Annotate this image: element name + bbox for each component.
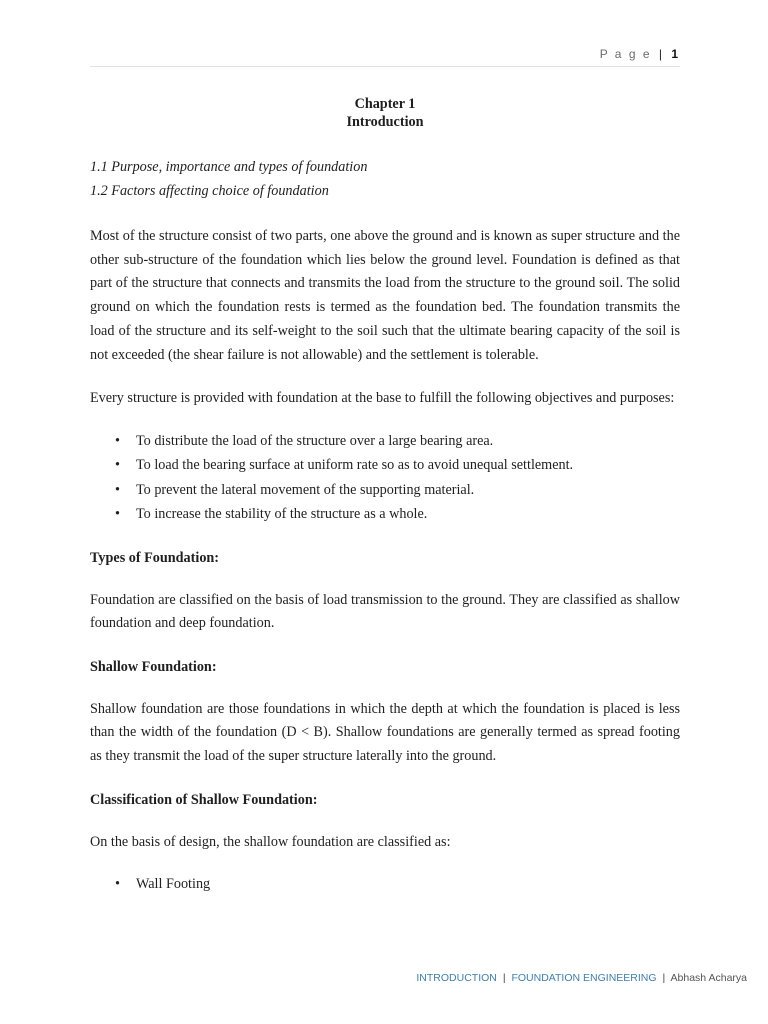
list-item: • To increase the stability of the structure as a whole. (136, 502, 680, 527)
header-divider (90, 66, 680, 67)
page-footer (416, 972, 747, 984)
list-item: • To prevent the lateral movement of the supporting material. (136, 478, 680, 503)
classification-heading: Classification of Shallow Foundation: (90, 791, 318, 808)
section-item: 1.2 Factors affecting choice of foundation (90, 183, 329, 199)
objectives-list (90, 429, 680, 527)
chapter-heading (90, 95, 680, 131)
page-separator: | (658, 47, 662, 61)
chapter-title: Introduction (346, 114, 424, 130)
shallow-heading: Shallow Foundation: (90, 659, 217, 676)
shallow-paragraph: Shallow foundation are those foundations in which the depth at which the foundation is placed is less than the width of the foundation (D < B). Shallow foundations are generally termed as spread footing as they transmit the load of the super structure laterally into the ground. (90, 700, 680, 765)
page-header (600, 47, 678, 61)
list-item: • Wall Footing (136, 872, 680, 897)
footer-separator: | (662, 972, 666, 984)
classification-list (90, 872, 680, 897)
types-paragraph: Foundation are classified on the basis of load transmission to the ground. They are classified as shallow foundation and deep foundation. (90, 591, 680, 632)
page-label: P a g e (599, 47, 652, 61)
section-item: 1.1 Purpose, importance and types of foundation (90, 159, 368, 175)
footer-separator: | (502, 972, 506, 984)
footer-section: INTRODUCTION (416, 972, 497, 984)
page-number: 1 (671, 47, 678, 61)
classification-paragraph: On the basis of design, the shallow foundation are classified as: (90, 833, 451, 850)
chapter-number: Chapter 1 (354, 96, 416, 112)
footer-subject: FOUNDATION ENGINEERING (511, 972, 657, 984)
footer-author: Abhash Acharya (670, 972, 747, 984)
list-item: • To distribute the load of the structure over a large bearing area. (136, 429, 680, 454)
document-body (90, 95, 680, 897)
section-list (90, 155, 680, 203)
types-heading: Types of Foundation: (90, 549, 220, 566)
list-item: • To load the bearing surface at uniform rate so as to avoid unequal settlement. (136, 453, 680, 478)
objectives-paragraph: Every structure is provided with foundation at the base to fulfill the following objectives and purposes: (90, 390, 675, 407)
intro-paragraph: Most of the structure consist of two parts, one above the ground and is known as super structure and the other sub-structure of the foundation which lies below the ground level. Foundation is defined as that part of the structure that connects and transmits the load from the structure to the ground soil. The solid ground on which the foundation rests is termed as the foundation bed. The foundation transmits the load of the structure and its self-weight to the soil such that the ultimate bearing capacity of the soil is not exceeded (the shear failure is not allowable) and the settlement is tolerable. (90, 228, 680, 363)
